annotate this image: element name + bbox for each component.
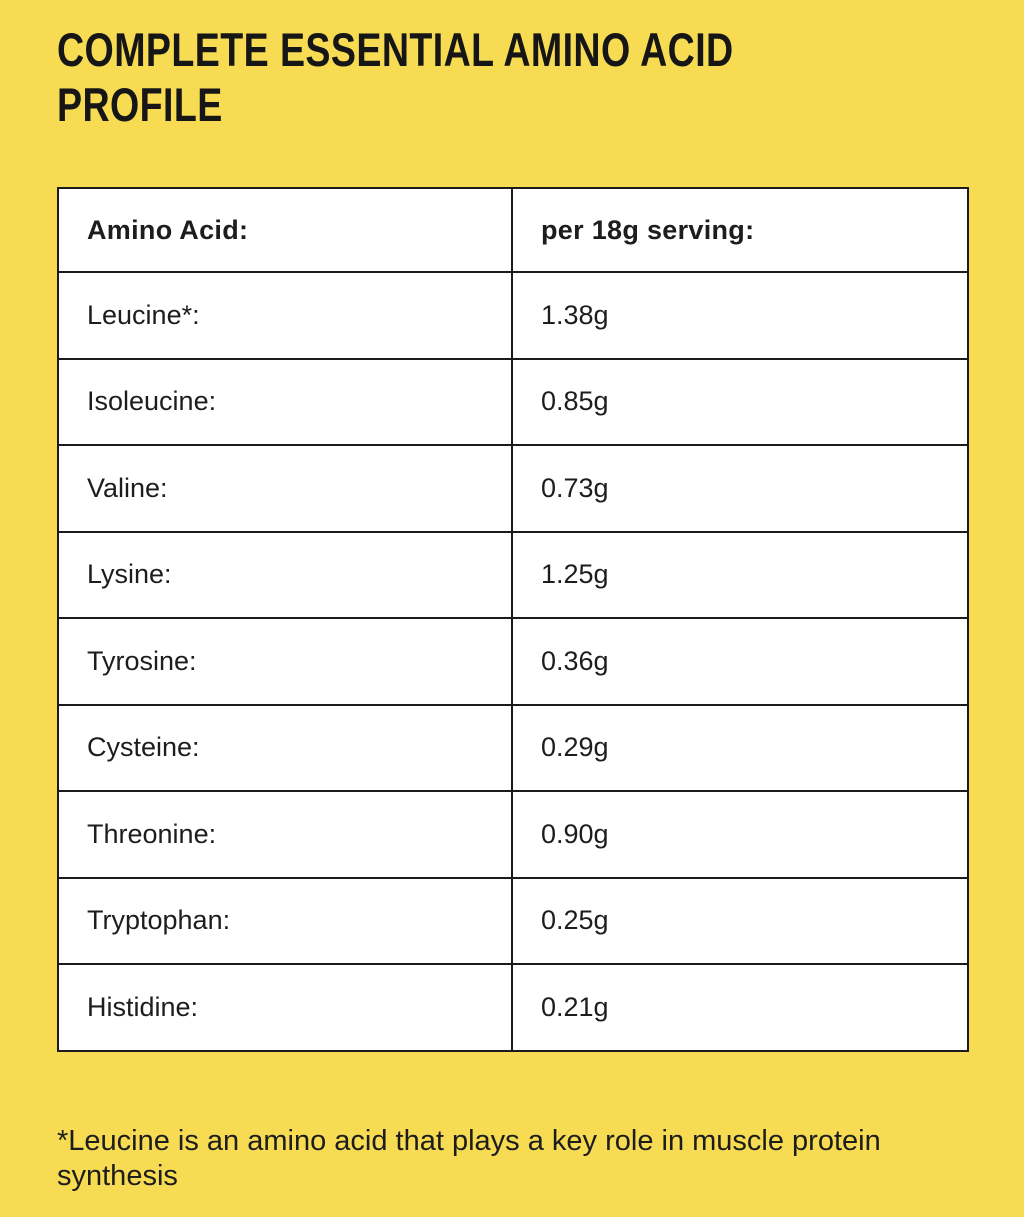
table-row [58,532,968,619]
amino-acid-name: Valine: [58,445,512,532]
amino-acid-amount: 1.38g [512,272,968,359]
leucine-footnote: *Leucine is an amino acid that plays a key role in muscle protein synthesis [57,1125,881,1192]
amino-acid-name: Isoleucine: [58,359,512,446]
table-header-row [58,188,968,272]
page-title-line-1: COMPLETE ESSENTIAL AMINO ACID [57,23,734,76]
table-row [58,618,968,705]
page-title [57,22,734,132]
amino-acid-name: Tyrosine: [58,618,512,705]
amino-acid-name: Cysteine: [58,705,512,792]
column-header-amino-acid: Amino Acid: [58,188,512,272]
amino-acid-amount: 0.21g [512,964,968,1051]
table-row [58,791,968,878]
amino-acid-name: Tryptophan: [58,878,512,965]
amino-acid-amount: 0.25g [512,878,968,965]
table-row [58,964,968,1051]
table-row [58,359,968,446]
table-row [58,705,968,792]
amino-acid-amount: 0.90g [512,791,968,878]
amino-acid-name: Leucine*: [58,272,512,359]
amino-acid-name: Threonine: [58,791,512,878]
table-row [58,272,968,359]
amino-acid-amount: 1.25g [512,532,968,619]
page-title-line-2: PROFILE [57,78,223,131]
amino-acid-amount: 0.36g [512,618,968,705]
amino-acid-amount: 0.73g [512,445,968,532]
amino-acid-name: Lysine: [58,532,512,619]
table-row [58,445,968,532]
column-header-per-serving: per 18g serving: [512,188,968,272]
amino-table-body [58,272,968,1051]
amino-acid-table [57,187,969,1052]
amino-acid-name: Histidine: [58,964,512,1051]
table-row [58,878,968,965]
amino-acid-amount: 0.85g [512,359,968,446]
amino-acid-amount: 0.29g [512,705,968,792]
